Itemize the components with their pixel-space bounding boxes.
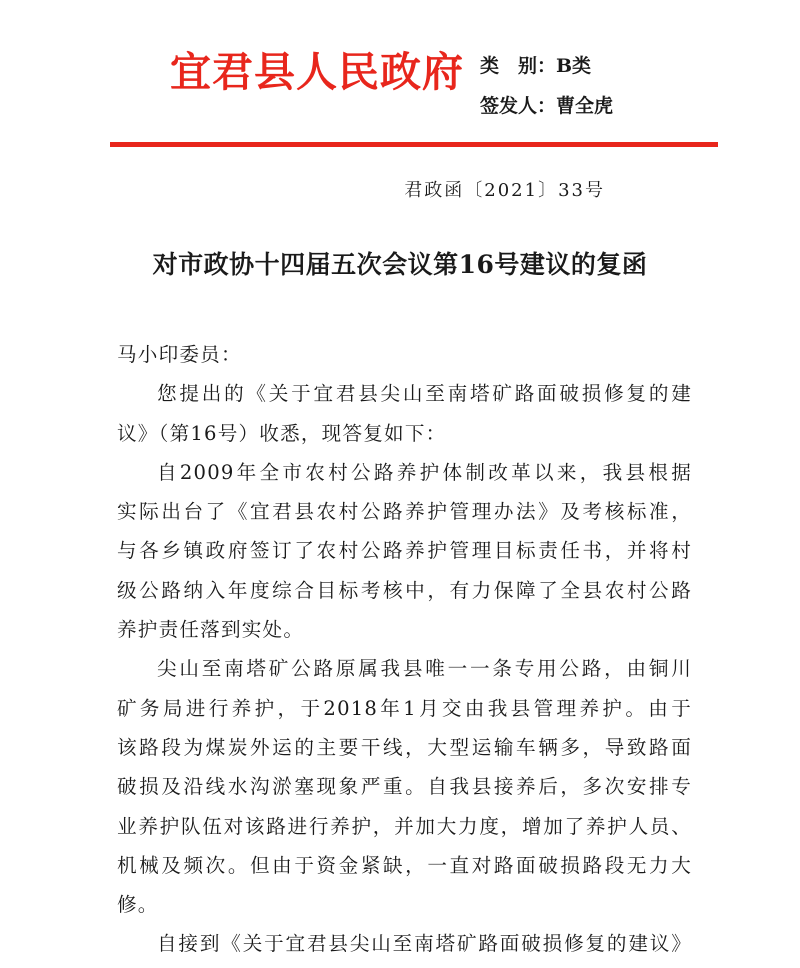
red-divider-line (110, 142, 718, 147)
issuer-heading: 宜君县人民政府 (170, 48, 464, 96)
category-label: 类 别：B类 (480, 55, 592, 77)
paragraph-line: 矿务局进行养护，于2018年1月交由我县管理养护。由于 (117, 696, 692, 720)
paragraph-line: 机械及频次。但由于资金紧缺，一直对路面破损路段无力大 (117, 853, 692, 877)
salutation: 马小印委员： (117, 343, 242, 366)
document-number: 君政函〔2021〕33号 (404, 180, 605, 201)
paragraph-line: 级公路纳入年度综合目标考核中，有力保障了全县农村公路 (117, 578, 692, 602)
paragraph-line: 自2009年全市农村公路养护体制改革以来，我县根据 (157, 460, 692, 484)
document-body (117, 335, 692, 964)
paragraph-line: 与各乡镇政府签订了农村公路养护管理目标责任书，并将村 (117, 539, 692, 563)
paragraph-line: 您提出的《关于宜君县尖山至南塔矿路面破损修复的建 (157, 382, 692, 406)
paragraph-line: 该路段为煤炭外运的主要干线，大型运输车辆多，导致路面 (117, 735, 692, 759)
paragraph-line: 议》（第16号）收悉，现答复如下： (117, 421, 447, 445)
signer-label: 签发人：曹全虎 (480, 95, 614, 117)
paragraph-line: 尖山至南塔矿公路原属我县唯一一条专用公路，由铜川 (157, 657, 692, 681)
paragraph-line: 修。 (117, 893, 159, 917)
document-meta (480, 46, 613, 126)
document-title: 对市政协十四届五次会议第16号建议的复函 (152, 250, 648, 279)
paragraph-line: 实际出台了《宜君县农村公路养护管理办法》及考核标准， (117, 500, 692, 524)
paragraph-line: 业养护队伍对该路进行养护，并加大力度，增加了养护人员、 (117, 814, 692, 838)
paragraph-line: 自接到《关于宜君县尖山至南塔矿路面破损修复的建议》 (157, 932, 692, 956)
paragraph-line: 破损及沿线水沟淤塞现象严重。自我县接养后，多次安排专 (117, 775, 692, 799)
paragraph-line: 养护责任落到实处。 (117, 618, 305, 642)
